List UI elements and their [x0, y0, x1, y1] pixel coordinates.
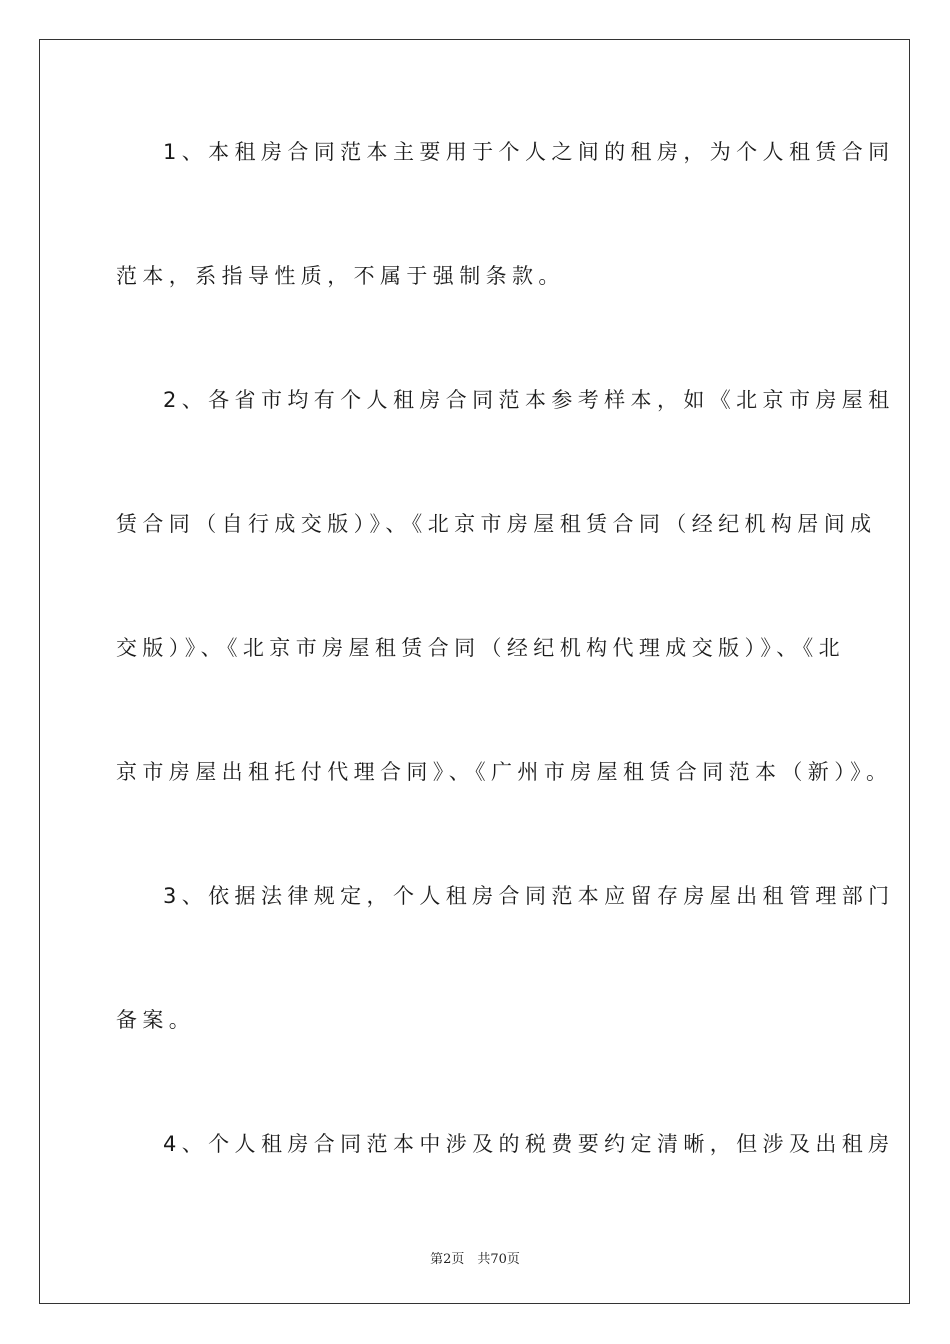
paragraph-4-line-1: 4、个人租房合同范本中涉及的税费要约定清晰，但涉及出租房 [163, 1132, 895, 1156]
page-number-footer: 第2页 共70页 [430, 1252, 520, 1267]
paragraph-1-line-2: 范本，系指导性质，不属于强制条款。 [116, 264, 565, 288]
paragraph-2-line-1: 2、各省市均有个人租房合同范本参考样本，如《北京市房屋租 [163, 388, 895, 412]
paragraph-3-line-1: 3、依据法律规定，个人租房合同范本应留存房屋出租管理部门 [163, 884, 895, 908]
paragraph-1-line-1: 1、本租房合同范本主要用于个人之间的租房，为个人租赁合同 [163, 140, 895, 164]
paragraph-2-line-4: 京市房屋出租托付代理合同》、《广州市房屋租赁合同范本（新）》。 [116, 760, 893, 784]
paragraph-2-line-3: 交版）》、《北京市房屋租赁合同（经纪机构代理成交版）》、《北 [116, 636, 845, 660]
page-border [39, 39, 910, 1304]
paragraph-2-line-2: 赁合同（自行成交版）》、《北京市房屋租赁合同（经纪机构居间成 [116, 512, 877, 536]
paragraph-3-line-2: 备案。 [116, 1008, 196, 1032]
